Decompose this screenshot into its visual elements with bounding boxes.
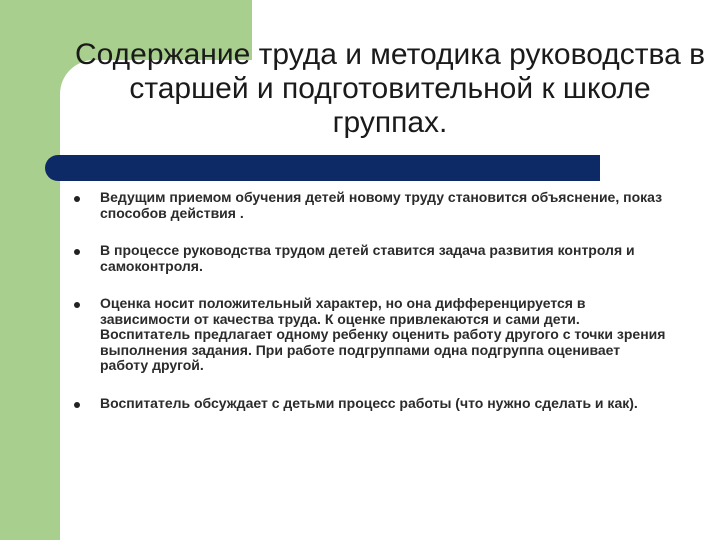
- bullet-text: В процессе руководства трудом детей ставится задача развития контроля и самоконтроля.: [100, 242, 635, 274]
- list-item: [68, 190, 668, 221]
- bullet-dot-icon: [74, 249, 80, 255]
- bullet-dot-icon: [74, 302, 80, 308]
- bullet-text: Ведущим приемом обучения детей новому труду становится объяснение, показ способов действия .: [100, 189, 663, 221]
- list-item: [68, 396, 668, 412]
- bullet-text: Оценка носит положительный характер, но она дифференцируется в зависимости от качества труда. К оценке привлекаются и сами дети. Воспитатель предлагает одному ребенку оценить работу другого с точки зрения выполнения задания. При работе подгруппами одна подгруппа оценивает работу другой.: [100, 295, 666, 373]
- bullet-text: Воспитатель обсуждает с детьми процесс работы (что нужно сделать и как).: [100, 394, 638, 411]
- bullet-dot-icon: [74, 402, 80, 408]
- bullet-list: [68, 190, 668, 433]
- list-item: [68, 243, 668, 274]
- list-item: [68, 296, 668, 374]
- title-underline-bar: [45, 155, 600, 181]
- bullet-dot-icon: [74, 196, 80, 202]
- slide-title: Содержание труда и методика руководства в старшей и подготовительной к школе группах.: [74, 38, 706, 139]
